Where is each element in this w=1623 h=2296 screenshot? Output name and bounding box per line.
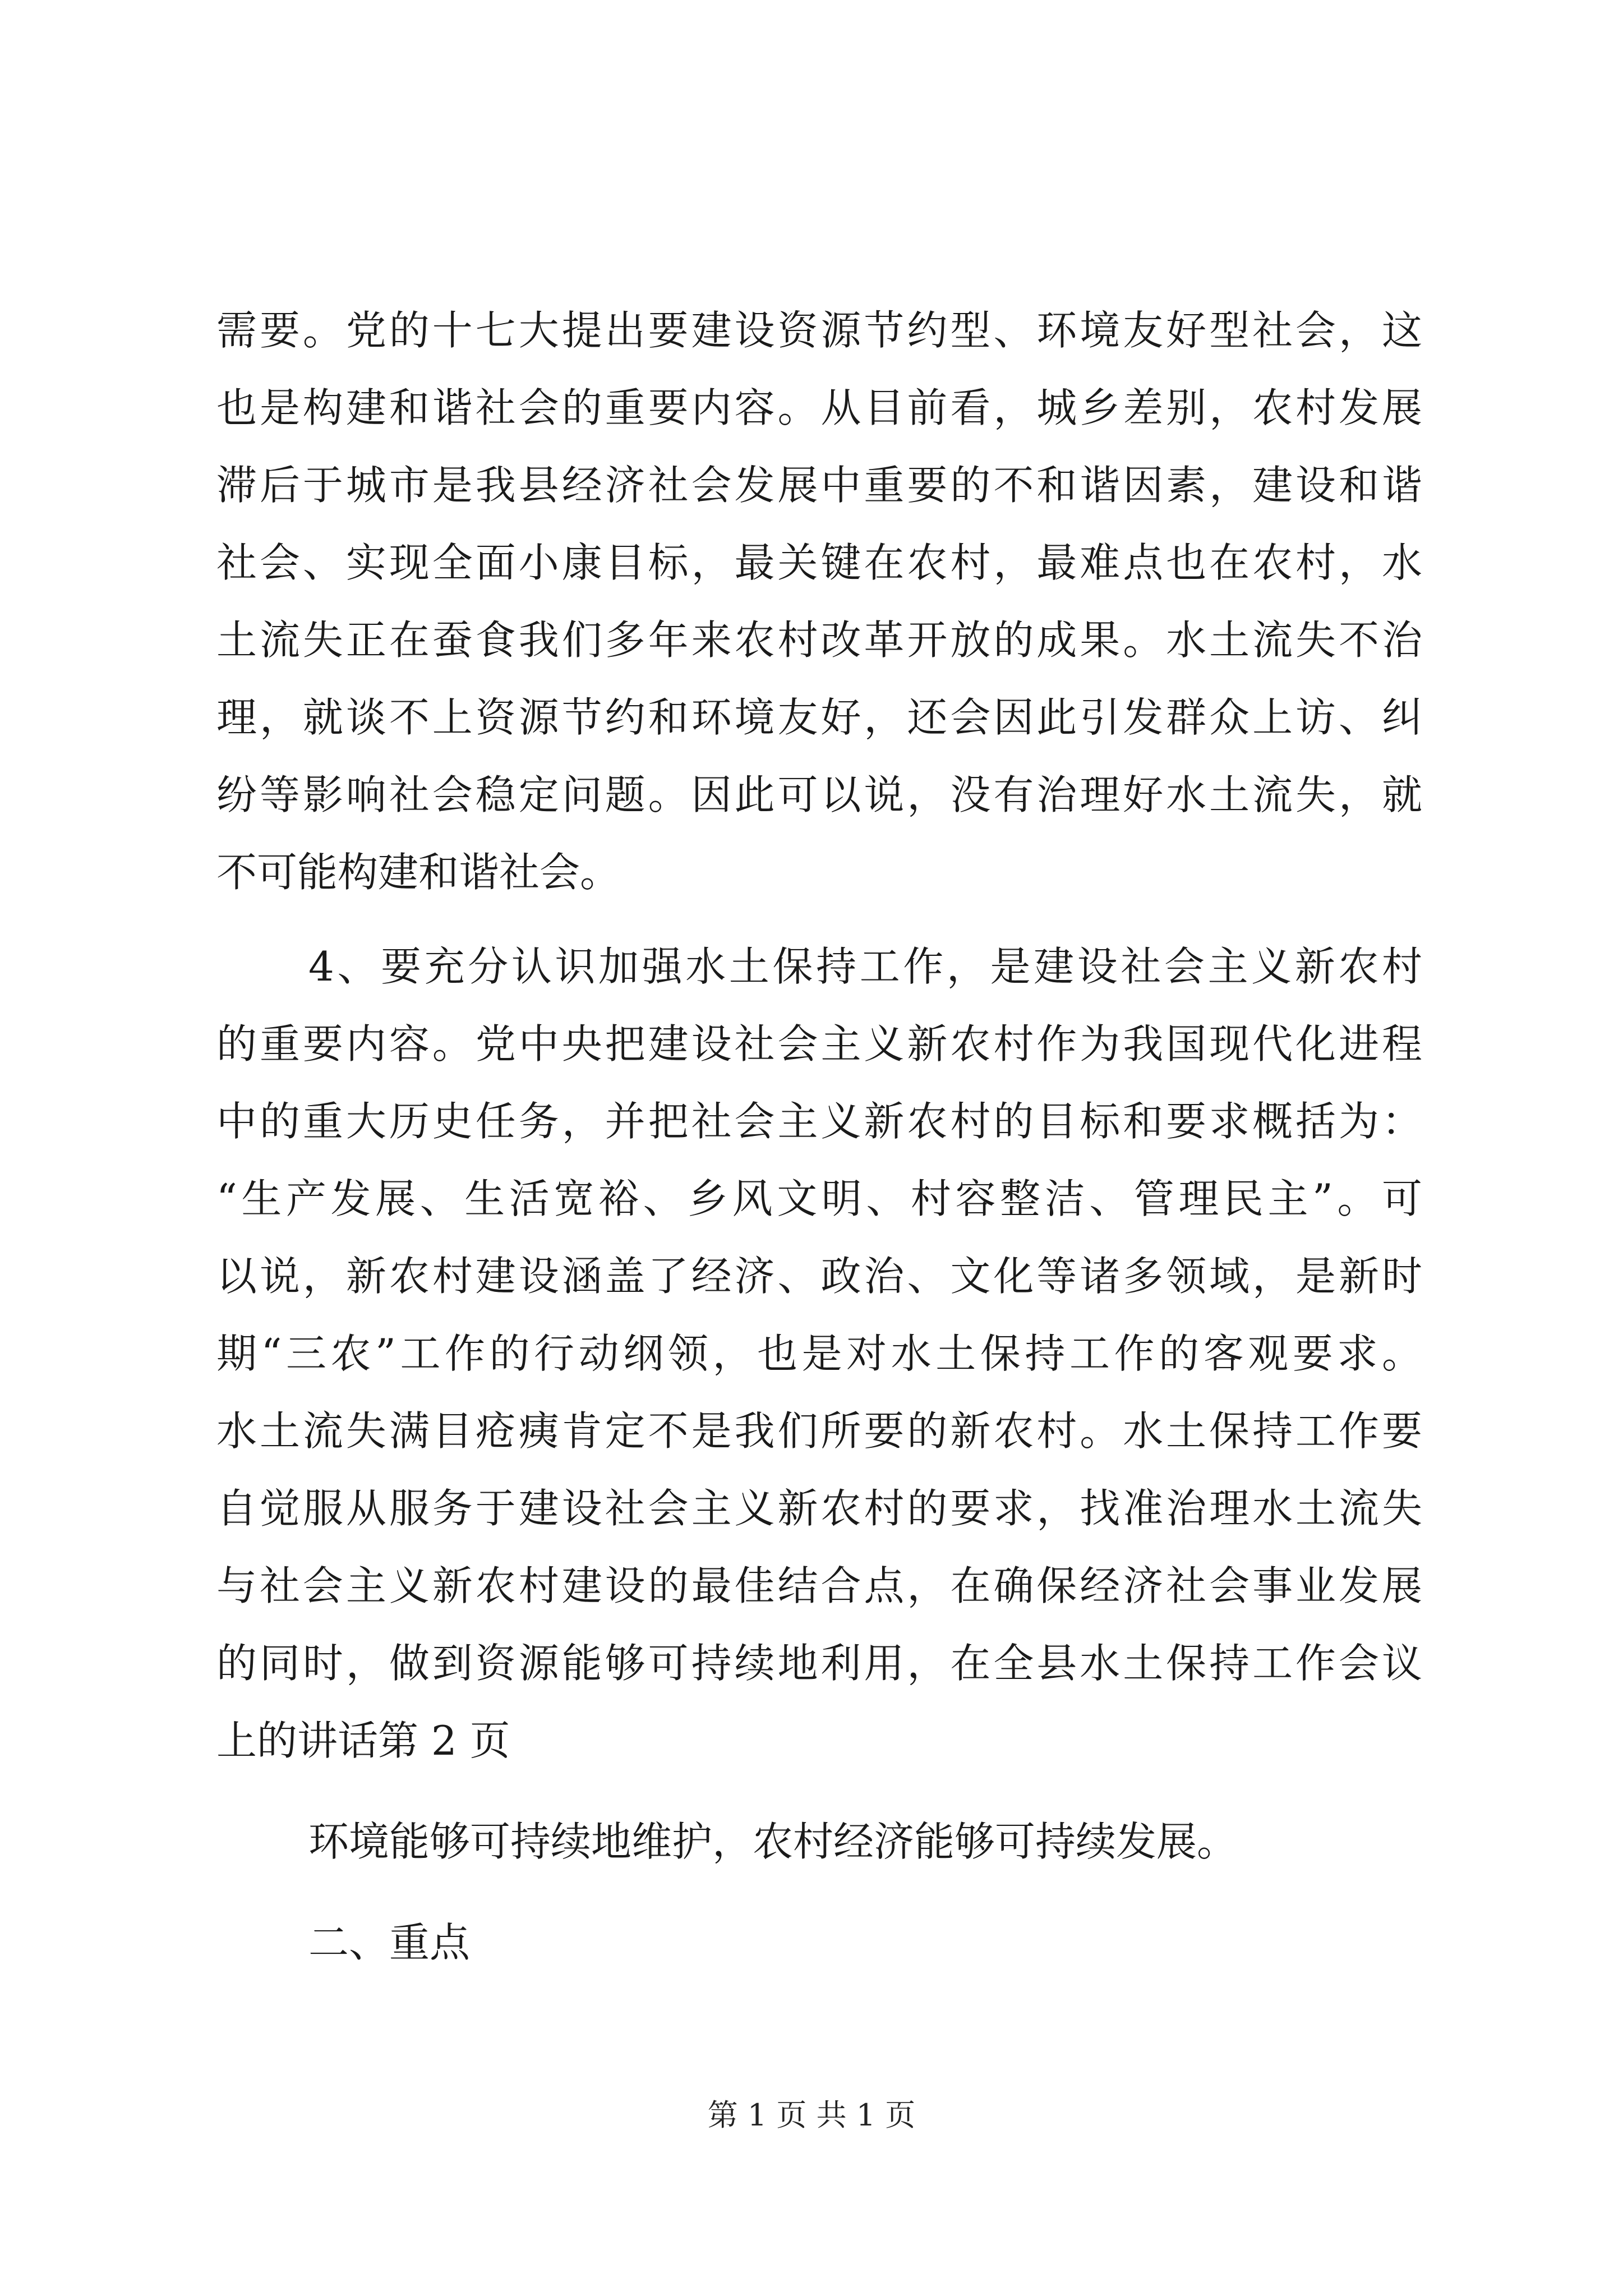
text-line: 滞后于城市是我县经济社会发展中重要的不和谐因素，建设和谐	[216, 462, 1422, 509]
page-footer: 第 1 页 共 1 页	[707, 2097, 916, 2133]
text-line: 的同时，做到资源能够可持续地利用，在全县水土保持工作会议	[216, 1640, 1422, 1687]
text-line: 自觉服从服务于建设社会主义新农村的要求，找准治理水土流失	[216, 1485, 1422, 1532]
text-line: 与社会主义新农村建设的最佳结合点，在确保经济社会事业发展	[216, 1562, 1422, 1609]
text-line: 社会、实现全面小康目标，最关键在农村，最难点也在农村，水	[216, 539, 1422, 586]
text-line: 理，就谈不上资源节约和环境友好，还会因此引发群众上访、纠	[216, 694, 1422, 741]
section-heading: 二、重点	[308, 1919, 471, 1966]
text-line: 需要。党的十七大提出要建设资源节约型、环境友好型社会，这	[216, 307, 1422, 354]
paragraph-start-line: 环境能够可持续地维护，农村经济能够可持续发展。	[308, 1818, 1238, 1865]
text-line: 上的讲话第 2 页	[216, 1717, 510, 1764]
document-body	[216, 292, 1422, 1981]
text-line: 不可能构建和谐社会。	[216, 849, 621, 896]
paragraph-start-line: 4、要充分认识加强水土保持工作，是建设社会主义新农村	[308, 943, 1422, 990]
text-line: “生产发展、生活宽裕、乡风文明、村容整洁、管理民主”。可	[216, 1175, 1422, 1222]
text-line: 水土流失满目疮痍肯定不是我们所要的新农村。水土保持工作要	[216, 1407, 1422, 1455]
text-line: 中的重大历史任务，并把社会主义新农村的目标和要求概括为：	[216, 1098, 1422, 1145]
text-line: 期“三农”工作的行动纲领，也是对水土保持工作的客观要求。	[216, 1330, 1422, 1377]
text-line: 以说，新农村建设涵盖了经济、政治、文化等诸多领域，是新时	[216, 1253, 1422, 1300]
text-line: 也是构建和谐社会的重要内容。从目前看，城乡差别，农村发展	[216, 384, 1422, 431]
text-line: 纷等影响社会稳定问题。因此可以说，没有治理好水土流失，就	[216, 771, 1422, 818]
text-line: 土流失正在蚕食我们多年来农村改革开放的成果。水土流失不治	[216, 616, 1422, 664]
text-line: 的重要内容。党中央把建设社会主义新农村作为我国现代化进程	[216, 1020, 1422, 1068]
